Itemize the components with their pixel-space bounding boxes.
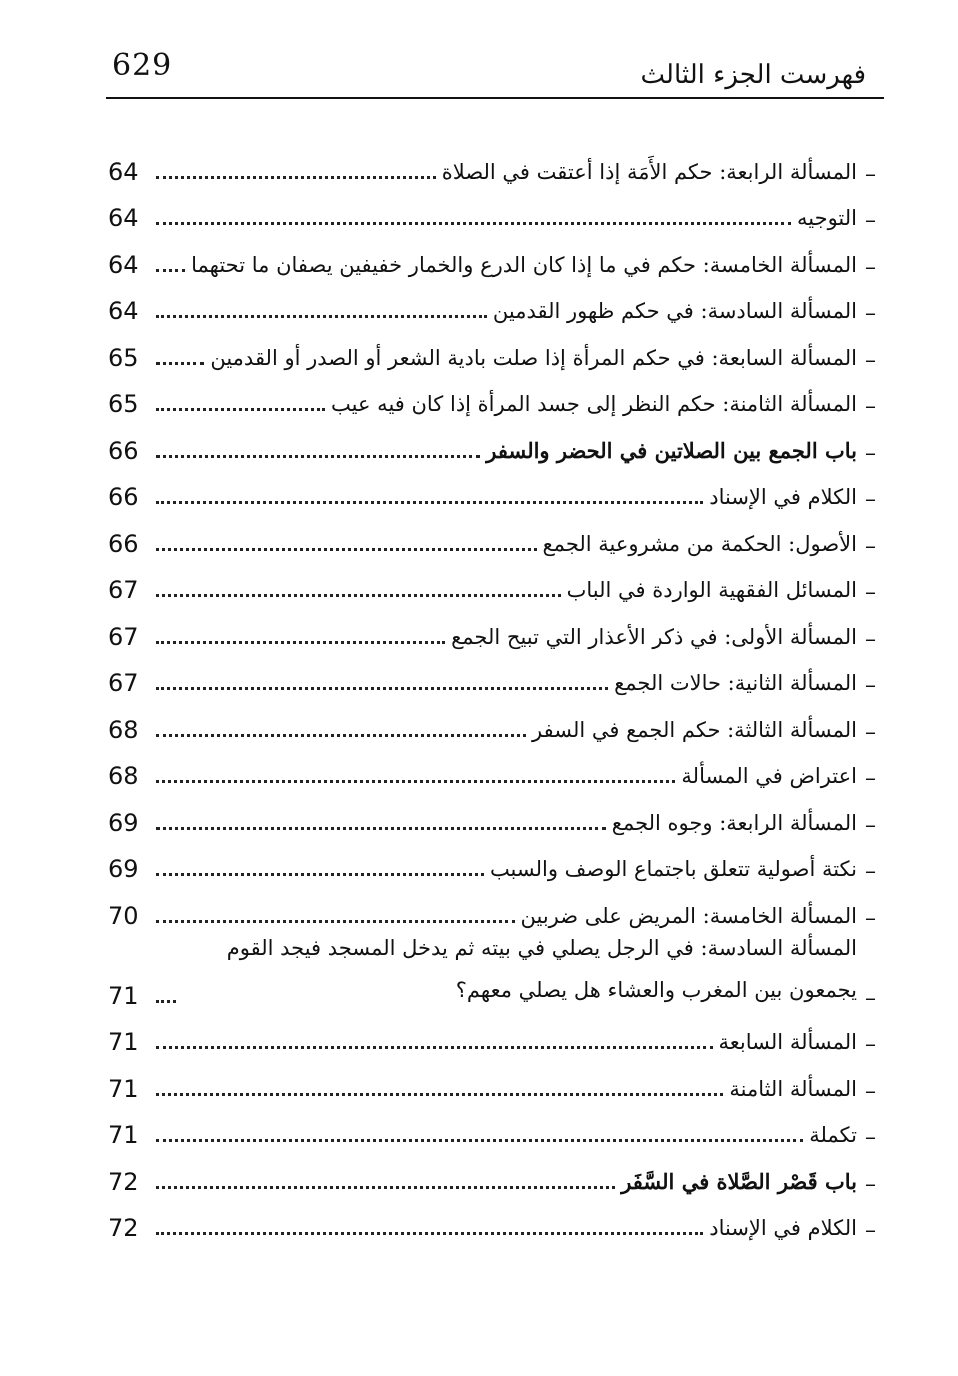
toc-title: المسألة الأولى: في ذكر الأعذار التي تبيح الجمع [451,624,857,649]
toc-entry-text [150,1120,876,1150]
dot-leader [156,1046,713,1049]
toc-entry [108,373,876,420]
dot-leader [156,734,526,737]
toc-entry [108,512,876,559]
toc-title: المسألة الثالثة: حكم الجمع في السفر [532,717,857,742]
dot-leader [156,594,561,597]
bullet-dash: – [865,1218,876,1243]
toc-entry [108,419,876,466]
bullet-dash: – [865,1125,876,1150]
bullet-dash: – [865,208,876,233]
dot-leader [156,873,484,876]
toc-page-number: 71 [108,1028,139,1056]
toc-title: الكلام في الإسناد [709,1216,857,1240]
toc-entry-text [150,1074,876,1104]
toc-entry-text [150,529,876,559]
dot-leader [156,176,436,179]
toc-entry-text [150,1167,876,1197]
toc-entry [108,791,876,838]
toc-page-number: 72 [108,1214,139,1242]
toc-entry-text [150,668,876,698]
dot-leader [156,408,325,411]
dot-leader [156,1000,176,1003]
bullet-dash: – [865,580,876,605]
dot-leader [156,687,608,690]
toc-entry-text [150,482,876,512]
toc-title: التوجيه [797,206,857,230]
bullet-dash: – [865,626,876,652]
toc-page-number: 68 [108,762,139,790]
toc-title: المسألة السابعة: في حكم المرأة إذا صلت بادية الشعر أو الصدر أو القدمين [210,345,857,370]
table-of-contents [108,140,876,1243]
toc-entry [108,326,876,373]
toc-page-number: 67 [108,622,139,651]
toc-title: المسألة الرابعة: حكم الأَمَة إذا أعتقت في الصلاة [441,159,857,184]
toc-page-number: 65 [108,343,139,372]
toc-title: اعتراض في المسألة [681,764,857,788]
toc-entry-text [150,157,876,187]
toc-title: المسألة الثامنة [729,1076,857,1101]
toc-title: المسألة السادسة: في الرجل يصلي في بيته ثم يدخل المسجد فيجد القوم يجمعون بين المغرب والعشاء هل يصلي معهم؟ [226,935,857,1002]
toc-page-number: 71 [108,1121,139,1149]
dot-leader [156,1093,723,1096]
bullet-dash: – [865,1078,876,1104]
bullet-dash: – [865,301,876,326]
toc-entry [108,466,876,513]
toc-entry-text [150,575,876,605]
toc-entry [108,233,876,280]
toc-entry [108,559,876,606]
toc-entry [108,1104,876,1151]
toc-entry [108,931,876,1011]
bullet-dash: – [865,394,876,419]
toc-entry [108,698,876,745]
running-title: فهرست الجزء الثالث [640,60,866,90]
toc-title: الكلام في الإسناد [709,485,857,509]
toc-entry-text [150,436,876,466]
toc-title: باب قَصْر الصَّلاة في السَّفَر [621,1168,857,1194]
toc-entry-text [150,622,876,652]
bullet-dash: – [865,161,876,187]
toc-title: نكتة أصولية تتعلق باجتماع الوصف والسبب [489,857,857,881]
dot-leader [156,548,537,551]
toc-entry-text [150,715,876,745]
toc-page-number: 72 [108,1167,139,1196]
toc-entry [108,745,876,792]
toc-page-number: 69 [108,808,139,837]
toc-entry-text [150,203,876,233]
toc-title: الأصول: الحكمة من مشروعية الجمع [542,531,857,556]
toc-title: تكملة [809,1123,857,1147]
toc-entry-text [150,927,876,1011]
toc-entry [108,140,876,187]
toc-entry-text [150,296,876,326]
dot-leader [156,641,445,644]
dot-leader [156,501,703,504]
toc-entry [108,187,876,234]
toc-page-number: 70 [108,901,139,930]
bullet-dash: – [865,905,876,931]
dot-leader [156,222,791,225]
toc-entry-text [150,343,876,373]
toc-entry [108,1011,876,1058]
toc-entry [108,280,876,327]
toc-entry [108,652,876,699]
toc-entry-text [150,854,876,884]
bullet-dash: – [865,673,876,698]
toc-page-number: 66 [108,436,139,465]
toc-page-number: 64 [108,250,139,279]
dot-leader [156,315,487,318]
toc-page-number: 66 [108,483,139,511]
toc-entry-text [150,250,876,280]
header-rule [106,97,884,99]
dot-leader [156,780,675,783]
toc-entry [108,1057,876,1104]
toc-title: المسألة الرابعة: وجوه الجمع [611,810,857,835]
toc-entry [108,1197,876,1244]
toc-entry [108,838,876,885]
dot-leader [156,1232,703,1235]
dot-leader [156,1186,615,1189]
bullet-dash: – [865,487,876,512]
bullet-dash: – [865,254,876,280]
toc-page-number: 69 [108,855,139,883]
bullet-dash: – [865,533,876,559]
toc-title: باب الجمع بين الصلاتين في الحضر والسفر [486,437,857,463]
dot-leader [156,827,606,830]
bullet-dash: – [865,1032,876,1057]
toc-entry [108,884,876,931]
bullet-dash: – [865,859,876,884]
toc-page-number: 67 [108,669,139,697]
toc-page-number: 68 [108,715,139,744]
toc-title: المسألة الخامسة: حكم في ما إذا كان الدرع والخمار خفيفين يصفان ما تحتهما [191,252,857,277]
toc-title: المسألة السادسة: في حكم ظهور القدمين [492,299,857,323]
toc-title: المسألة الثامنة: حكم النظر إلى جسد المرأة إذا كان فيه عيب [331,392,857,416]
dot-leader [156,920,515,923]
toc-page-number: 64 [108,204,139,232]
bullet-dash: – [865,347,876,373]
toc-entry-text [150,1027,876,1057]
toc-entry-text [150,389,876,419]
toc-page-number: 64 [108,297,139,325]
dot-leader [156,455,480,458]
bullet-dash: – [865,985,876,1011]
toc-entry-text [150,808,876,838]
toc-title: المسألة الثانية: حالات الجمع [614,671,857,695]
toc-page-number: 66 [108,529,139,558]
bullet-dash: – [865,1171,876,1197]
toc-page-number: 71 [108,981,139,1010]
toc-entry-text [150,761,876,791]
toc-page-number: 65 [108,390,139,418]
toc-entry [108,605,876,652]
bullet-dash: – [865,766,876,791]
toc-entry-text [150,1213,876,1243]
dot-leader [156,1139,803,1142]
toc-title: المسائل الفقهية الواردة في الباب [566,578,857,602]
dot-leader [156,362,204,365]
toc-entry [108,1150,876,1197]
dot-leader [156,269,185,272]
page-number: 629 [112,48,173,83]
bullet-dash: – [865,812,876,838]
bullet-dash: – [865,719,876,745]
toc-title: المسألة السابعة [718,1030,857,1054]
toc-title: المسألة الخامسة: المريض على ضربين [520,903,857,928]
toc-page-number: 64 [108,157,139,186]
toc-page-number: 71 [108,1074,139,1103]
bullet-dash: – [865,440,876,466]
toc-page-number: 67 [108,576,139,604]
